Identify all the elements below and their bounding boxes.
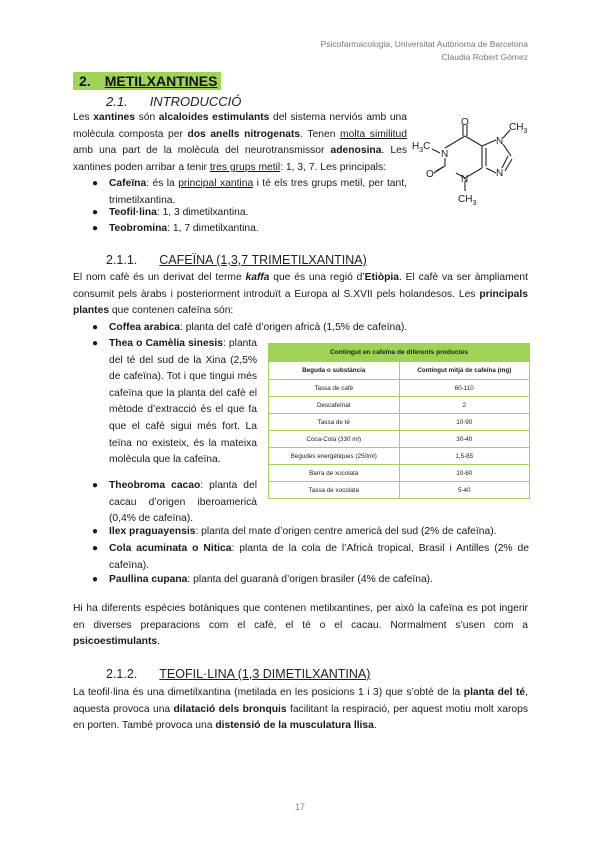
cafeina-closing-paragraph: Hi ha diferents espècies botàniques que contenen metilxantines, per això la cafeïna es pot ingerir en diverses preparacions com el cafè, el té o el cacau. Normalment s’usen com a psicoestimulants. <box>73 603 528 648</box>
molecule-atom: N <box>496 168 504 179</box>
heading-teofilina: 2.1.2. TEOFIL·LINA (1,3 DIMETILXANTINA) <box>106 667 371 681</box>
list-item: ● Paullina cupana: planta del guaranà d’origen brasiler (4% de cafeïna). <box>109 572 529 589</box>
bullet-icon: ● <box>92 322 99 333</box>
molecule-atom: O <box>426 169 434 180</box>
section-title: METILXANTINES <box>104 73 218 89</box>
section-number: 2. <box>79 73 91 89</box>
methyl-group: $CH_3$ <box>509 122 528 135</box>
table-row: Coca-Cola (330 ml) 30-40 <box>269 431 530 448</box>
table-caption: Contingut en cafeïna de diferents productes <box>269 344 530 362</box>
table-row: Begudes energètiques (250ml) 1,5-85 <box>269 448 530 465</box>
table-header-cell: Beguda o substància <box>269 362 400 380</box>
molecule-atom: N <box>461 174 469 185</box>
molecule-atom: N <box>441 149 449 160</box>
table-row: Descafeïnat 2 <box>269 397 530 414</box>
bullet-icon: ● <box>92 574 99 585</box>
list-item: ● Cafeïna: és la principal xantina i té els tres grups metil, per tant, trimetilxantina. <box>92 178 407 206</box>
intro-paragraph: Les xantines són alcaloides estimulants del sistema nerviós amb una molècula composta per dos anells nitrogenats. Tenen molta similitud amb una part de la molècula del neurotransmissor adenosina. Les xantines poden arribar a tenir tres grups metil: 1, 3, 7. Les principals: <box>73 112 407 173</box>
section-heading <box>73 72 221 90</box>
methyl-group: $H_3C$ <box>412 141 431 154</box>
heading-cafeina: 2.1.1. CAFEÏNA (1,3,7 TRIMETILXANTINA) <box>106 253 367 267</box>
bullet-icon: ● <box>92 480 99 491</box>
bullet-icon: ● <box>92 338 99 349</box>
caffeine-molecule-diagram <box>410 116 536 216</box>
header-line-1: Psicofarmacologia, Universitat Autònoma de Barcelona <box>320 39 528 49</box>
bullet-icon: ● <box>92 526 99 537</box>
molecule-atom: N <box>496 136 504 147</box>
subsection-number: 2.1. <box>106 94 128 109</box>
molecule-atom: O <box>461 117 469 128</box>
table-row: Barra de xocolata 10-60 <box>269 465 530 482</box>
list-item: ● Theobroma cacao: planta del cacau d’origen iberoamericà (0,4% de cafeïna). <box>92 480 257 525</box>
subsection-heading <box>106 94 241 109</box>
list-item: ● Ilex praguayensis: planta del mate d’origen centre americà del sud (2% de cafeïna). <box>109 524 529 541</box>
list-item: ● Cola acuminata o Nitica: planta de la cola de l’Africà tropical, Brasil i Antilles (2% de cafeïna). <box>92 543 529 571</box>
bullet-icon: ● <box>92 207 99 218</box>
header-line-2: Claudia Robert Gómez <box>441 52 528 62</box>
list-item: ● Thea o Camèlia sinesis: planta del té del sud de la Xina (2,5% de cafeïna). Tot i que tingui més cafeïna que la planta del cafè el mètode d’extracció és el que fa que el cafè sigui més fort. La teïna no existeix, és la mateixa molècula que la cafeïna. <box>92 338 257 466</box>
list-item: ● Teobromina: 1, 7 dimetilxantina. <box>109 221 407 238</box>
list-item: ● Coffea arabica: planta del cafè d’origen africà (1,5% de cafeïna). <box>109 320 529 337</box>
table-row: Tassa de cafè 60-110 <box>269 380 530 397</box>
table-header-cell: Contingut mitjà de cafeïna (mg) <box>399 362 530 380</box>
methyl-group: $CH_3$ <box>458 194 477 207</box>
table-row: Tassa de té 10-90 <box>269 414 530 431</box>
page-header <box>321 38 528 64</box>
list-item: ● Teofil·lina: 1, 3 dimetilxantina. <box>109 205 407 222</box>
page-number: 17 <box>294 802 305 812</box>
bullet-icon: ● <box>92 178 99 189</box>
bullet-icon: ● <box>92 223 99 234</box>
table-row: Tassa de xocolata 5-40 <box>269 482 530 499</box>
caffeine-content-table <box>268 343 530 499</box>
teofilina-paragraph: La teofil·lina és una dimetilxantina (metilada en les posicions 1 i 3) que s’obté de la planta del té, aquesta provoca una dilatació dels bronquis facilitant la respiració, per aquest motiu molt xarops en porten. També provoca una distensió de la musculatura llisa. <box>73 687 529 732</box>
cafeina-paragraph: El nom cafè és un derivat del terme kaffa que és una regió d’Etiòpia. El cafè va ser àmpliament consumit pels àrabs i posteriorment introduït a Europa al S.XVII pels holandesos. Les principals plantes que contenen cafeïna són: <box>73 272 528 317</box>
subsection-title: INTRODUCCIÓ <box>149 94 242 109</box>
bullet-icon: ● <box>92 543 99 554</box>
